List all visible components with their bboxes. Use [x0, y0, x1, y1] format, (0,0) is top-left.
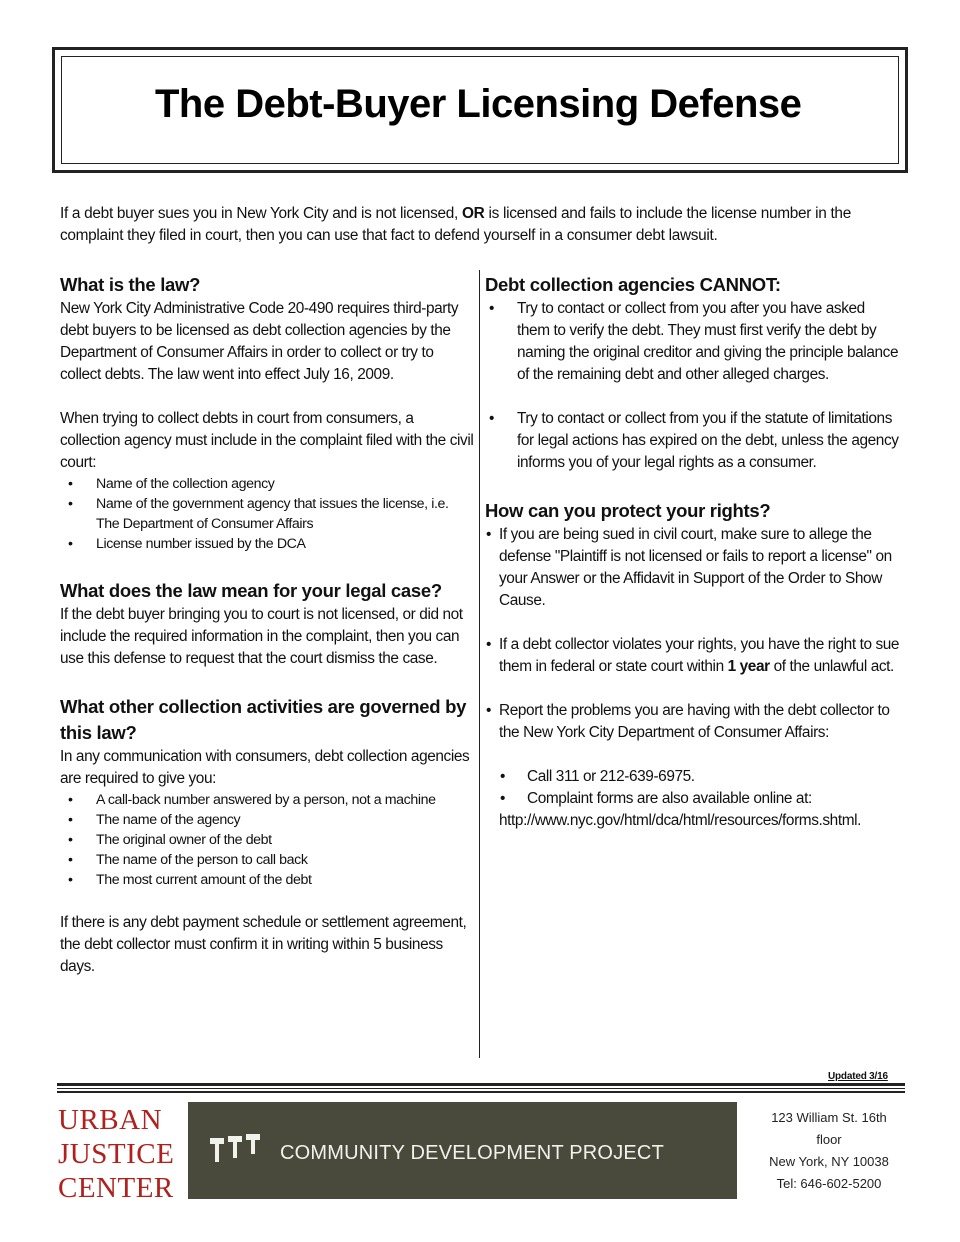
phone-number: Tel: 646-602-5200 — [776, 1176, 882, 1191]
page-title: The Debt-Buyer Licensing Defense — [155, 82, 802, 126]
cannot-list — [485, 298, 901, 474]
law-description: New York City Administrative Code 20-490 requires third-party debt buyers to be licensed as debt collection agencies by the Department of Consumer Affairs in order to collect or try to collect debts. The law went into effect July 16, 2009. — [60, 300, 459, 383]
intro-paragraph — [60, 203, 905, 247]
law-meaning-body: If the debt buyer bringing you to court is not licensed, or did not include the required information in the complaint, then you can use this defense to request that the court dismiss the case. — [60, 606, 463, 667]
forms-line — [499, 788, 901, 810]
footer-rule — [57, 1088, 905, 1089]
updated-date: Updated 3/16 — [828, 1071, 888, 1082]
logo-line: URBAN — [58, 1104, 163, 1136]
right-column — [485, 272, 901, 832]
phone-text: Call 311 or 212-639-6975. — [527, 768, 695, 785]
item-text: of the unlawful act. — [769, 658, 894, 675]
list-item: • The name of the agency — [60, 810, 474, 830]
list-item: • A call-back number answered by a person, not a machine — [60, 790, 474, 810]
address-line: New York, NY 10038 — [769, 1154, 889, 1169]
project-banner — [188, 1102, 737, 1199]
forms-text: Complaint forms are also available online at: — [527, 790, 812, 807]
list-item: • Try to contact or collect from you after you have asked them to verify the debt. They must first verify the debt by naming the original creditor and giving the principle balance of the remaining debt and other alleged charges. — [485, 298, 901, 386]
list-item: • The most current amount of the debt — [60, 870, 474, 890]
heading-cannot: Debt collection agencies CANNOT: — [485, 274, 781, 295]
court-requirements: When trying to collect debts in court from consumers, a collection agency must include in the complaint filed with the civil court: — [60, 410, 474, 471]
list-item — [485, 700, 901, 744]
project-name: COMMUNITY DEVELOPMENT PROJECT — [280, 1142, 664, 1164]
list-item — [485, 634, 901, 678]
intro-text-2: is licensed and fails to include the license number in the complaint they filed in court, then you can use that fact to defend yourself in a consumer debt lawsuit. — [60, 205, 851, 244]
protect-list — [485, 524, 901, 744]
title-box — [52, 47, 908, 173]
phone-line — [499, 766, 901, 788]
other-activities-body: In any communication with consumers, debt collection agencies are required to give you: — [60, 748, 470, 787]
heading-protect-rights: How can you protect your rights? — [485, 500, 771, 521]
left-column — [60, 272, 474, 978]
footer-rule — [57, 1083, 905, 1086]
address-line: 123 William St. 16th — [771, 1110, 887, 1125]
logo-line: CENTER — [58, 1172, 174, 1204]
list-item: • Name of the government agency that issues the license, i.e. The Department of Consumer Affairs — [60, 494, 474, 534]
heading-law-meaning: What does the law mean for your legal case? — [60, 580, 442, 601]
settlement-note: If there is any debt payment schedule or settlement agreement, the debt collector must confirm it in writing within 5 business days. — [60, 914, 467, 975]
intro-text-1: If a debt buyer sues you in New York City and is not licensed, — [60, 205, 463, 222]
list-item: • The original owner of the debt — [60, 830, 474, 850]
intro-bold: OR — [462, 205, 485, 222]
address-line: floor — [816, 1132, 842, 1147]
urban-justice-center-logo — [58, 1103, 174, 1205]
logo-line: JUSTICE — [58, 1138, 175, 1170]
item-bold: 1 year — [727, 658, 770, 675]
contact-details — [485, 766, 901, 832]
footer-rule — [57, 1091, 905, 1093]
item-text: Report the problems you are having with the debt collector to the New York City Department of Consumer Affairs: — [499, 702, 890, 741]
list-item: • If you are being sued in civil court, make sure to allege the defense "Plaintiff is not licensed or fails to report a license" on your Answer or the Affidavit in Support of the Order to Show Cause. — [485, 524, 901, 612]
item-text: If a debt collector violates your rights, you have the right to sue them in federal or state court within — [499, 636, 900, 675]
list-item: • License number issued by the DCA — [60, 534, 474, 554]
gavels-icon — [210, 1134, 262, 1166]
forms-url[interactable]: http://www.nyc.gov/html/dca/html/resources/forms.shtml. — [499, 812, 862, 829]
column-divider — [479, 270, 480, 1058]
list-item: • Name of the collection agency — [60, 474, 474, 494]
list-item: • The name of the person to call back — [60, 850, 474, 870]
requirements-list — [60, 474, 474, 554]
address-block — [754, 1107, 904, 1195]
heading-other-activities: What other collection activities are governed by this law? — [60, 696, 467, 743]
communication-list — [60, 790, 474, 890]
list-item: • Try to contact or collect from you if the statute of limitations for legal actions has expired on the debt, unless the agency informs you of your legal rights as a consumer. — [485, 408, 901, 474]
heading-what-is-law: What is the law? — [60, 274, 201, 295]
